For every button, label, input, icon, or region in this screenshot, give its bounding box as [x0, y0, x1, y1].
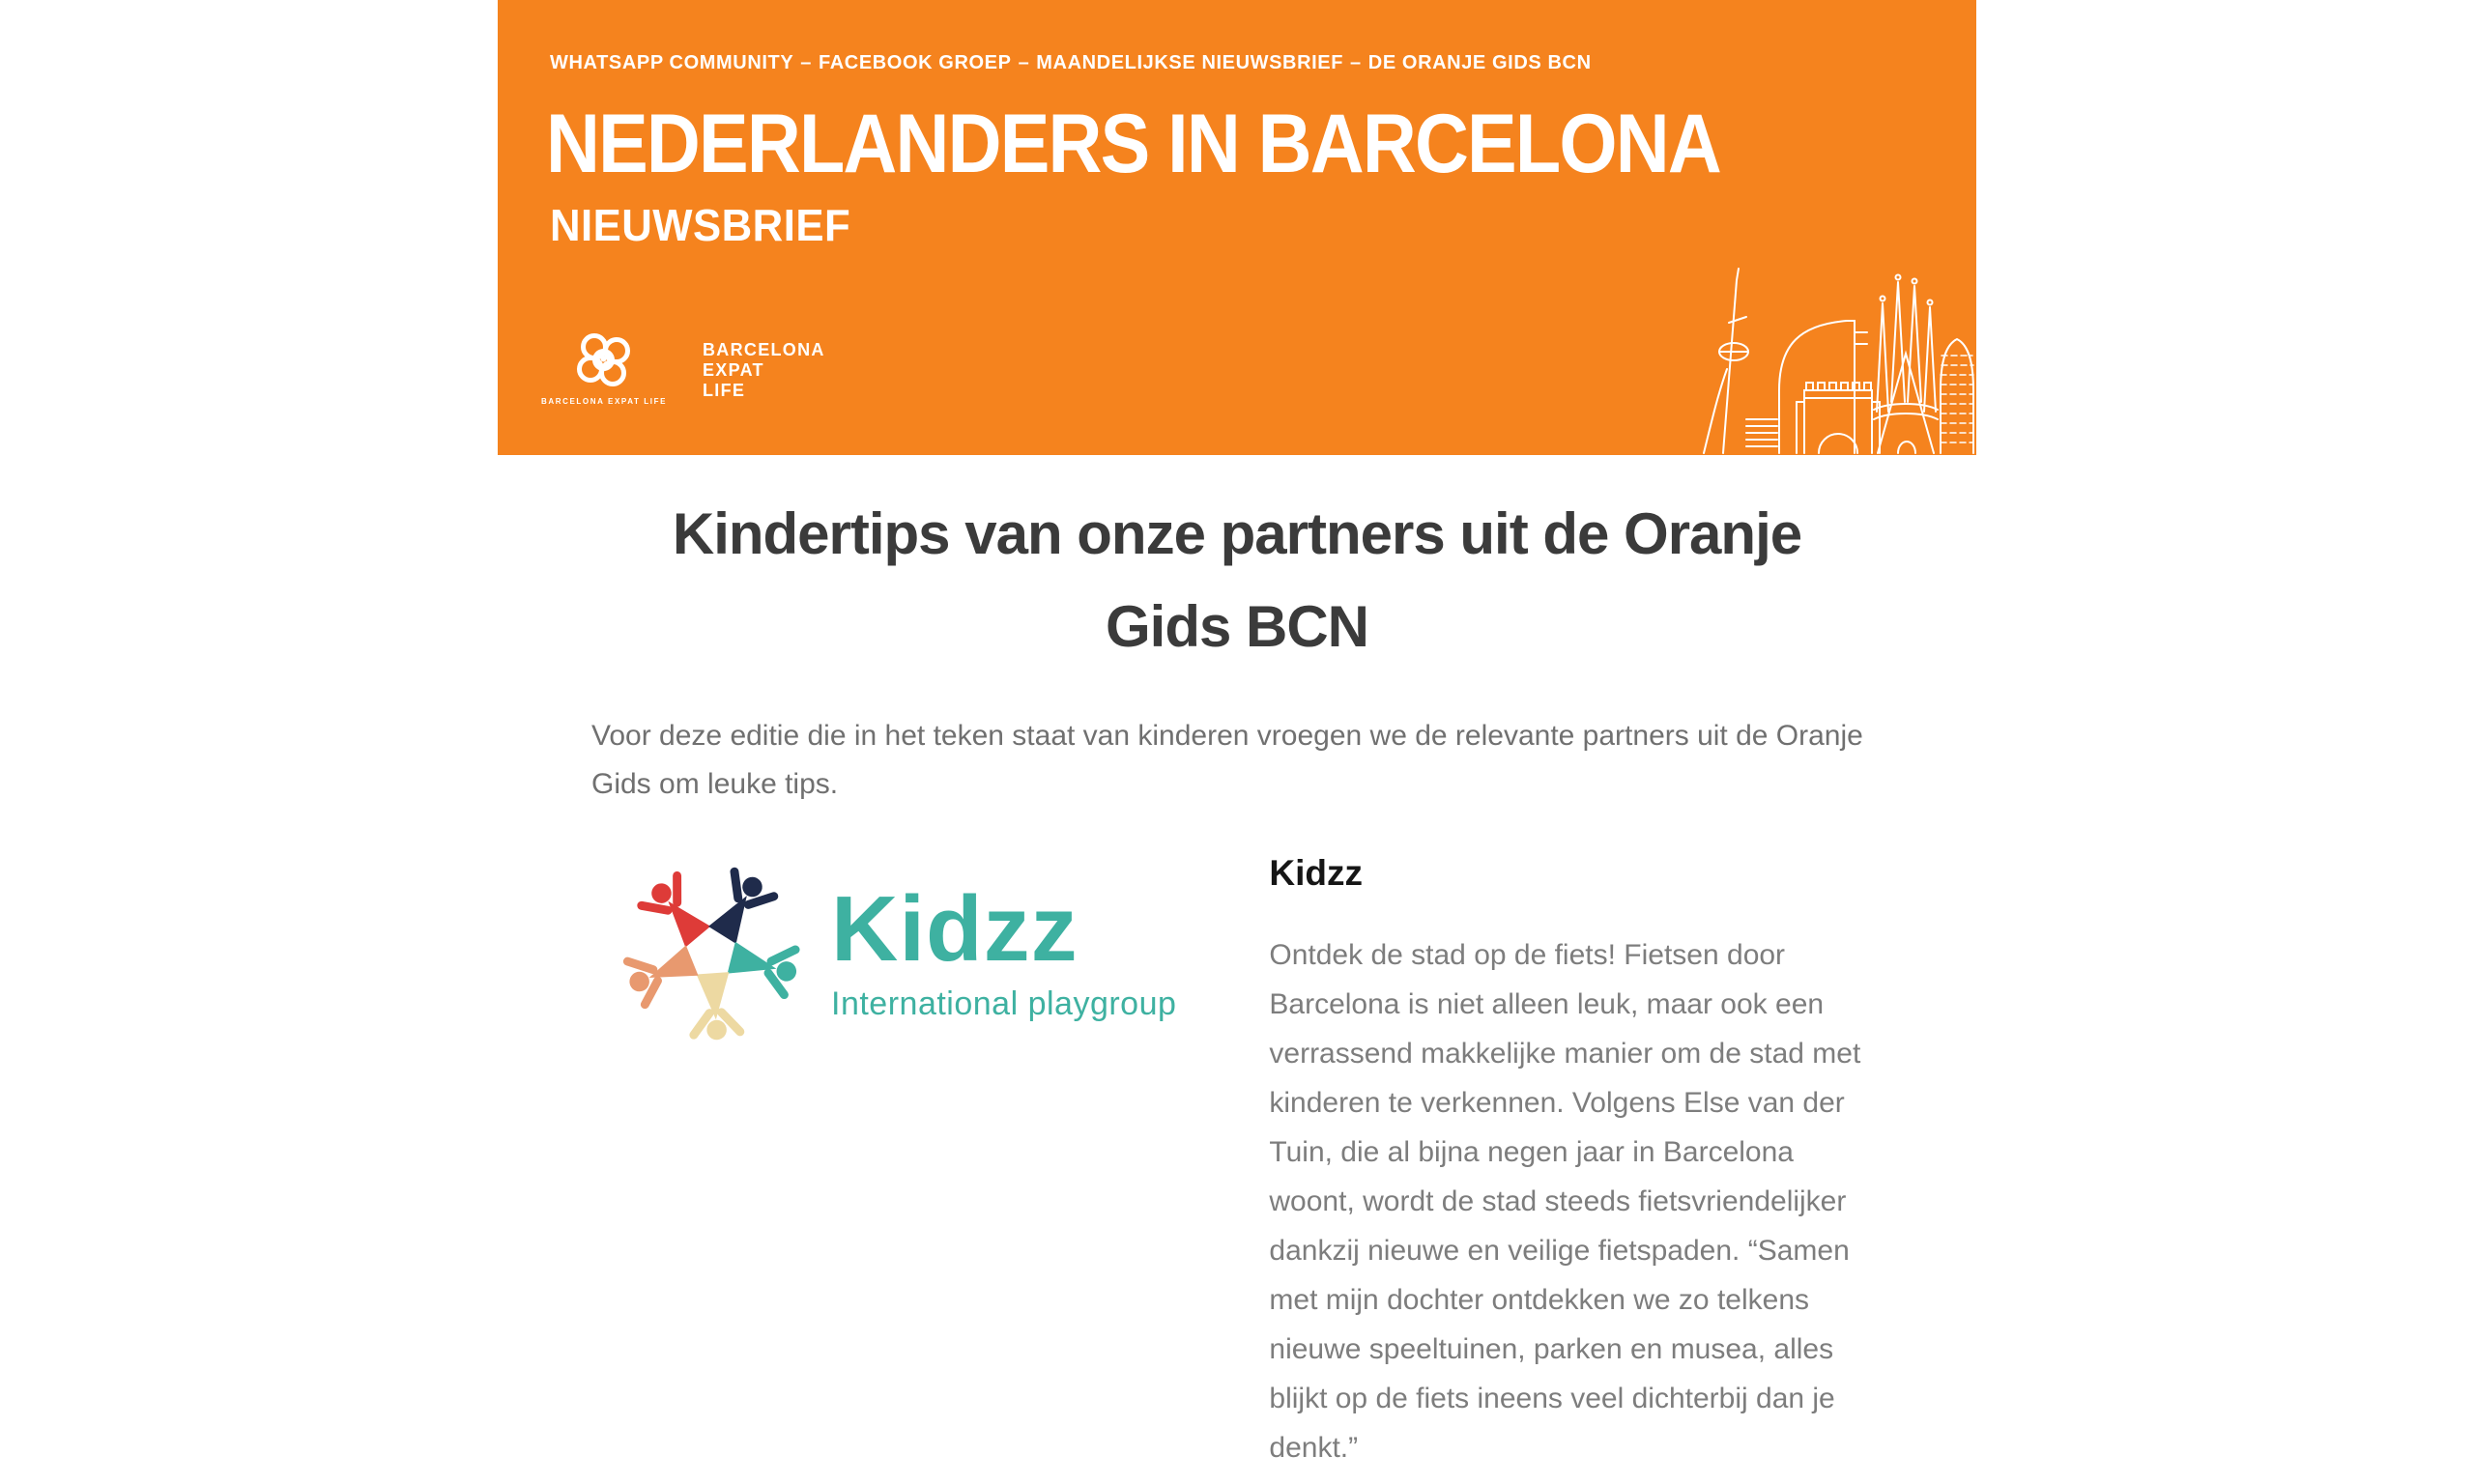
article-title-line-1: Kindertips van onze partners uit de Oranje	[672, 501, 1802, 566]
article-title-line-2: Gids BCN	[1105, 594, 1369, 659]
kidzz-people-icon	[617, 853, 806, 1052]
nav-oranje-gids-bcn[interactable]: DE ORANJE GIDS BCN	[1367, 52, 1592, 73]
partner-text-column	[1269, 853, 1883, 1472]
nav-maandelijkse-nieuwsbrief[interactable]: MAANDELIJKSE NIEUWSBRIEF	[1036, 52, 1344, 73]
partner-section	[591, 853, 1883, 1472]
brand-block	[540, 330, 825, 406]
nav-whatsapp-community[interactable]: WHATSAPP COMMUNITY	[550, 52, 794, 73]
kidzz-tagline: International playgroup	[831, 985, 1177, 1022]
article-intro: Voor deze editie die in het teken staat van kinderen vroegen we de relevante partners uit de Oranje Gids om leuke tips.	[591, 720, 1863, 800]
nav-separator: –	[800, 52, 813, 73]
kidzz-logo	[591, 853, 1269, 1052]
nav-separator: –	[1018, 52, 1030, 73]
nav-separator: –	[1350, 52, 1362, 73]
nav-facebook-groep[interactable]: FACEBOOK GROEP	[819, 52, 1012, 73]
banner-subtitle: NIEUWSBRIEF	[550, 200, 851, 250]
banner-nav	[550, 52, 1592, 74]
barcelona-skyline-illustration	[1686, 267, 1976, 455]
brand-line-barcelona: BARCELONA	[703, 340, 825, 359]
brand-line-expat: EXPAT	[703, 360, 764, 380]
kidzz-wordmark-block	[831, 876, 1177, 1023]
newsletter-body	[591, 488, 1883, 1472]
pin-dot	[601, 357, 607, 362]
partner-heading: Kidzz	[1269, 853, 1363, 893]
banner-title: NEDERLANDERS IN BARCELONA	[546, 98, 1720, 190]
barcelona-expat-life-logo	[540, 330, 668, 406]
partner-body-text: Ontdek de stad op de fiets! Fietsen door Barcelona is niet alleen leuk, maar ook een verrassend makkelijke manier om de stad met kinderen te verkennen. Volgens Else van der Tuin, die al bijna negen jaar in Barcelona woont, wordt de stad steeds fietsvriendelijker dankzij nieuwe en veilige fietspaden. “Samen met mijn dochter ontdekken we zo telkens nieuwe speeltuinen, parken en musea, alles blijkt op de fiets ineens veel dichterbij dan je denkt.”	[1269, 939, 1861, 1464]
newsletter-banner	[498, 0, 1976, 455]
kidzz-wordmark: Kidzz	[831, 876, 1079, 981]
brand-line-life: LIFE	[703, 381, 746, 400]
partner-logo-column	[591, 853, 1269, 1472]
article-title	[591, 488, 1883, 673]
panot-flower-icon	[574, 330, 634, 392]
brand-caption: BARCELONA EXPAT LIFE	[540, 397, 668, 406]
brand-wordmark	[703, 340, 825, 401]
